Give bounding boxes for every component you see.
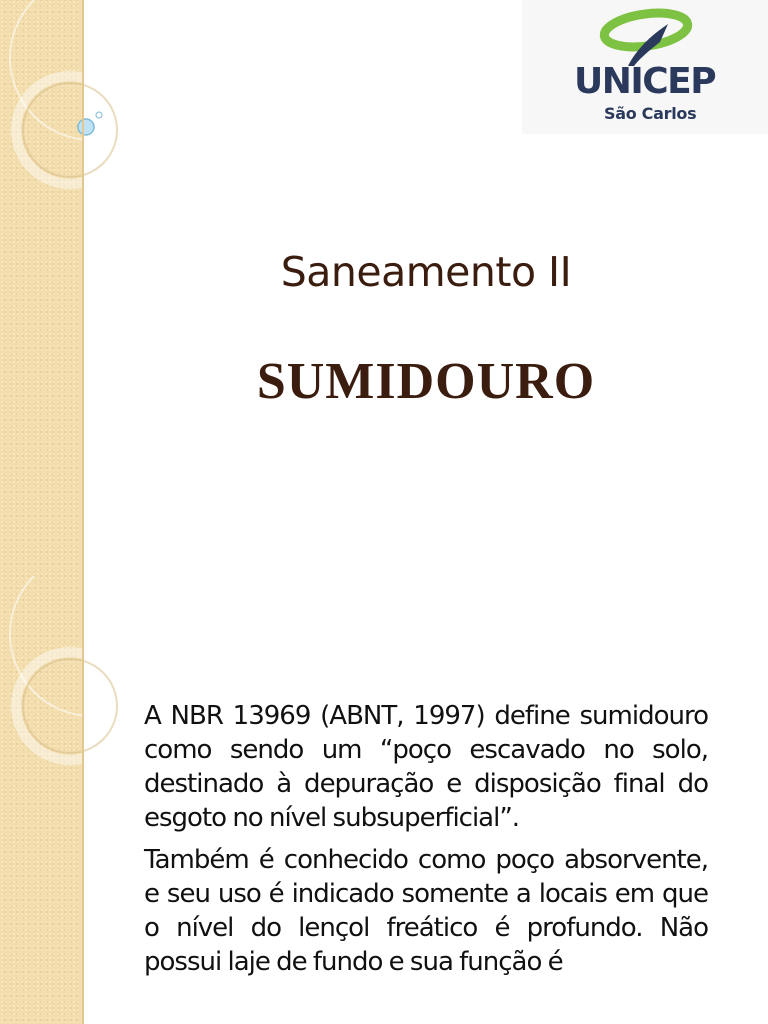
- slide-subtitle: Saneamento II: [280, 248, 572, 296]
- decorative-side-band: [0, 576, 84, 1024]
- body-text: [144, 699, 708, 987]
- logo-location: São Carlos: [604, 104, 697, 123]
- paragraph-definition: A NBR 13969 (ABNT, 1997) define sumidouro como sendo um “poço escavado no solo, destinado à depuração e disposição final do esgoto no nível subsuperficial”.: [144, 701, 708, 833]
- swoosh-icon: [598, 6, 694, 68]
- logo-name: UNICEP: [574, 61, 716, 102]
- slide-title: SUMIDOURO: [256, 353, 596, 410]
- paragraph-usage: Também é conhecido como poço absorvente, e seu uso é indicado somente a locais em que o nível do lençol freático é profundo. Não possui laje de fundo e sua função é: [144, 845, 708, 977]
- circle-ornament-icon: [0, 576, 84, 1024]
- decorative-side-band: [0, 0, 84, 576]
- circle-ornament-icon: [0, 0, 84, 576]
- content-slide: [0, 576, 768, 1024]
- unicep-logo: [522, 0, 768, 134]
